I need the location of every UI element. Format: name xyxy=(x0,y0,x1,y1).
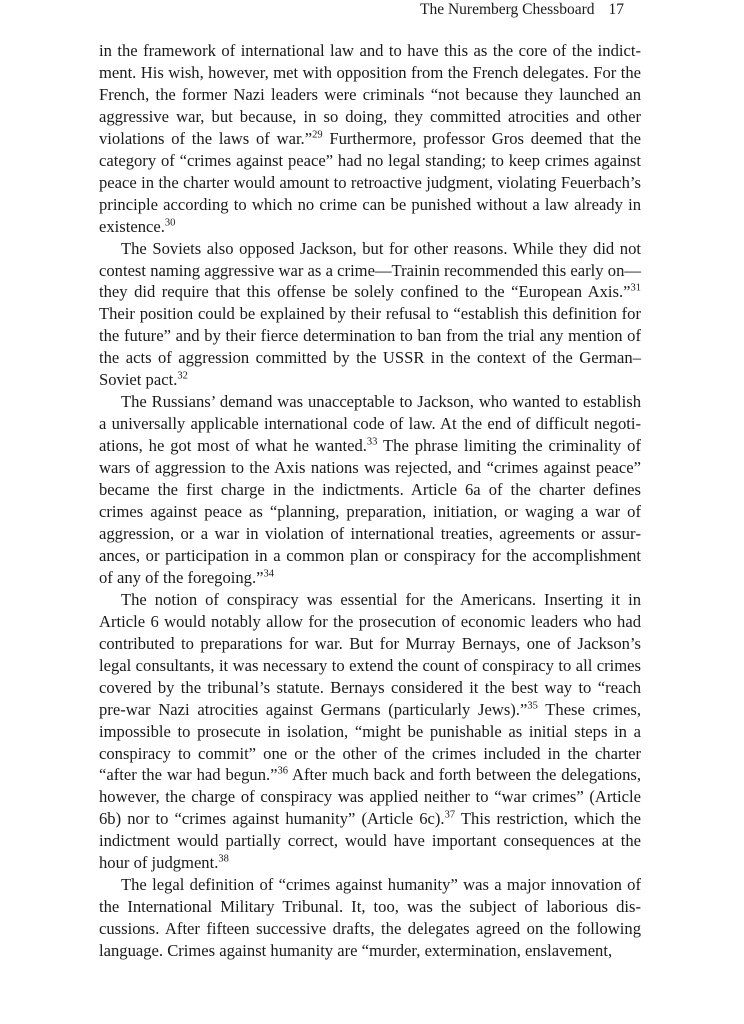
running-head-title: The Nuremberg Chessboard xyxy=(420,1,595,18)
paragraph xyxy=(99,391,641,589)
footnote-reference: 33 xyxy=(366,436,378,448)
footnote-reference: 34 xyxy=(263,568,274,580)
paragraph xyxy=(99,40,641,238)
text-run: The notion of conspiracy was essential for the Americans. Inserting it in Article 6 would notably allow for the prosecution of economic leaders who had contributed to preparations for war. But for Murray Bernays, one of Jackson’s legal consultants, it was necessary to extend the count of conspiracy to all crimes covered by the tribunal’s statute. Bernays considered it the best way to “reach pre-war Nazi atrocities against Germans (particularly Jews).” xyxy=(99,589,641,719)
text-run: in the framework of international law and to have this as the core of the indictment. His wish, however, met with opposition from the French delegates. For the French, the former Nazi leaders were criminals “not because they launched an aggressive war, but because, in so doing, they committed atrocities and other violations of the laws of war.” xyxy=(99,41,641,148)
text-run: Furthermore, professor Gros deemed that the category of “crimes against peace” had no legal standing; to keep crimes against peace in the charter would amount to retroactive judgment, violating Feuerbach’s principle according to which no crime can be punished without a law already in existence. xyxy=(99,128,642,236)
paragraph xyxy=(99,874,641,962)
text-run: After much back and forth between the delegations, however, the charge of conspiracy was applied neither to “war crimes” (Article 6b) nor to “crimes against humanity” (Article 6c). xyxy=(99,765,641,829)
body-text xyxy=(99,40,641,962)
text-run: The Russians’ demand was unacceptable to Jackson, who wanted to establish a universally applicable international code of law. At the end of difficult negotiations, he got most of what he wanted. xyxy=(99,392,641,456)
text-run: These crimes, impossible to prosecute in isolation, “might be punishable as initial steps in a conspiracy to commit” one or the other of the crimes included in the charter “after the war had begun.” xyxy=(99,699,641,785)
running-head xyxy=(420,0,624,20)
footnote-reference: 35 xyxy=(527,700,538,712)
text-run: The phrase limiting the criminality of wars of aggression to the Axis nations was rejected, and “crimes against peace” became the first charge in the indictments. Article 6a of the charter defines crimes against peace as “planning, preparation, initiation, or waging a war of aggression, or a war in violation of international treaties, agreements or assurances, or participation in a common plan or conspiracy for the accomplishment of any of the foregoing.” xyxy=(99,436,641,587)
text-run: The legal definition of “crimes against humanity” was a major innovation of the International Military Tribunal. It, too, was the subject of laborious discussions. After fifteen successive drafts, the delegates agreed on the following language. Crimes against humanity are “murder, extermination, enslavement, xyxy=(99,875,641,961)
text-run: This restriction, which the indictment would partially correct, would have important consequences at the hour of judgment. xyxy=(99,809,642,873)
footnote-reference: 37 xyxy=(444,809,456,821)
page-number: 17 xyxy=(608,1,624,18)
footnote-reference: 29 xyxy=(312,129,323,141)
paragraph xyxy=(99,589,641,874)
text-run: Their position could be explained by their refusal to “establish this definition for the future” and by their fierce determination to ban from the trial any mention of the acts of aggression committed by the USSR in the context of the German–Soviet pact. xyxy=(99,304,641,390)
footnote-reference: 36 xyxy=(277,765,289,777)
footnote-reference: 32 xyxy=(177,370,188,382)
footnote-reference: 38 xyxy=(218,853,229,865)
footnote-reference: 30 xyxy=(164,217,176,229)
text-run: The Soviets also opposed Jackson, but for other reasons. While they did not contest naming aggressive war as a crime—Trainin recommended this early on—they did require that this offense be solely confined to the “European Axis.” xyxy=(99,238,641,302)
footnote-reference: 31 xyxy=(630,282,641,294)
paragraph xyxy=(99,238,641,392)
